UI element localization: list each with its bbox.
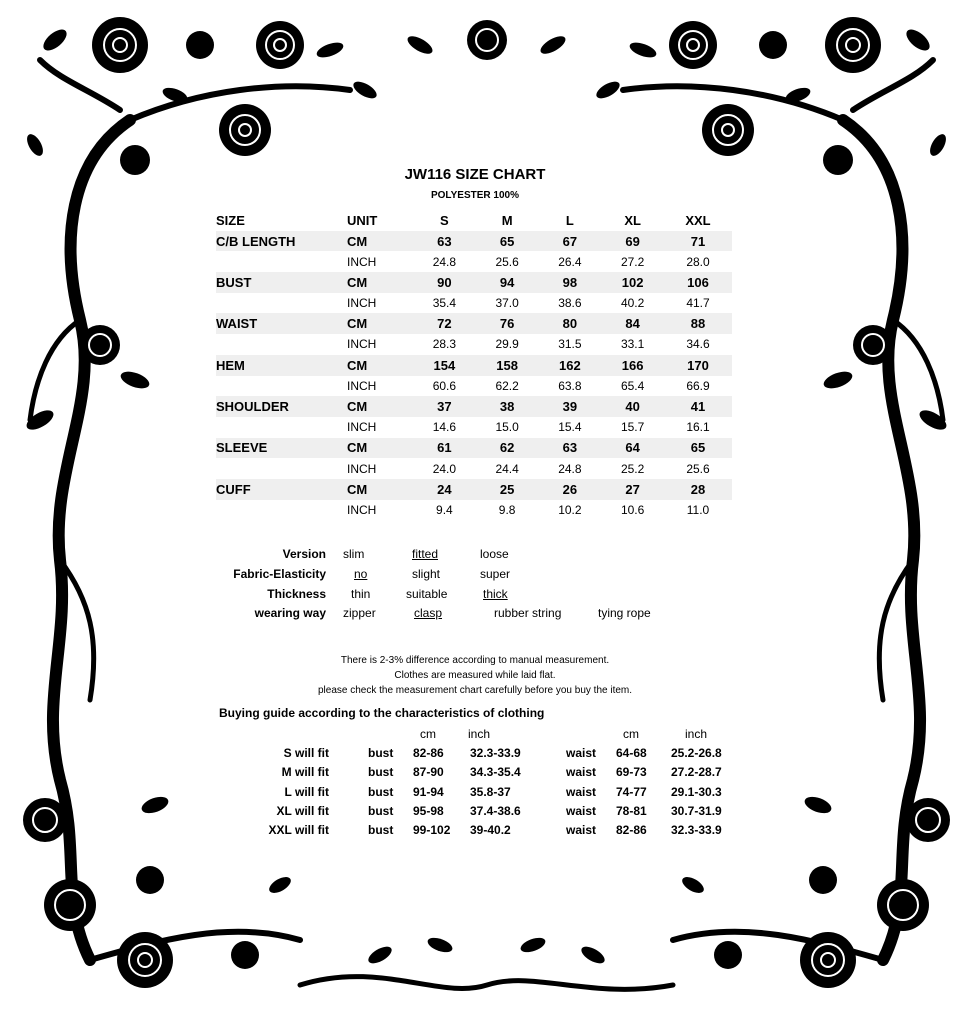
unit-cell: CM bbox=[341, 272, 413, 293]
unit-cell: INCH bbox=[341, 500, 413, 521]
table-row bbox=[216, 438, 732, 459]
guide-waist-cm: 64-68 bbox=[616, 746, 647, 760]
cm-value: 102 bbox=[601, 272, 664, 293]
guide-waist-cm: 69-73 bbox=[616, 765, 647, 780]
guide-waist-label: waist bbox=[566, 803, 597, 818]
guide-waist-cm: 82-86 bbox=[616, 823, 647, 838]
guide-waist-inch: 29.1-30.3 bbox=[671, 784, 722, 799]
cm-value: 166 bbox=[601, 355, 664, 376]
cm-value: 154 bbox=[413, 355, 476, 376]
column-header: L bbox=[539, 210, 602, 231]
guide-bust-cm: 99-102 bbox=[413, 823, 451, 838]
option-label: wearing way bbox=[254, 606, 326, 620]
cm-value: 41 bbox=[664, 396, 732, 417]
cm-value: 27 bbox=[601, 479, 664, 500]
cm-value: 94 bbox=[476, 272, 539, 293]
guide-waist-label: waist bbox=[566, 746, 597, 760]
guide-bust-cm: 95-98 bbox=[413, 803, 444, 818]
column-header: XXL bbox=[664, 210, 732, 231]
option-label: Thickness bbox=[267, 587, 326, 601]
measurement-label: C/B LENGTH bbox=[216, 231, 341, 252]
cm-value: 37 bbox=[413, 396, 476, 417]
cm-value: 71 bbox=[664, 231, 732, 252]
cm-value: 158 bbox=[476, 355, 539, 376]
inch-value: 65.4 bbox=[601, 376, 664, 397]
measurement-label-empty bbox=[216, 417, 341, 438]
cm-value: 26 bbox=[539, 479, 602, 500]
guide-waist-inch: 27.2-28.7 bbox=[671, 765, 722, 780]
option-label: Fabric-Elasticity bbox=[233, 567, 326, 581]
option-value: loose bbox=[480, 547, 509, 561]
guide-size: L will fit bbox=[284, 784, 329, 799]
cm-value: 84 bbox=[601, 313, 664, 334]
guide-waist-label: waist bbox=[566, 784, 597, 799]
inch-value: 16.1 bbox=[664, 417, 732, 438]
guide-unit-inch: inch bbox=[468, 727, 491, 741]
measurement-label-empty bbox=[216, 334, 341, 355]
inch-value: 10.2 bbox=[539, 500, 602, 521]
note-line: There is 2-3% difference according to manual measurement. bbox=[340, 655, 610, 666]
cm-value: 63 bbox=[413, 231, 476, 252]
inch-value: 26.4 bbox=[539, 251, 602, 272]
cm-value: 24 bbox=[413, 479, 476, 500]
guide-bust-inch: 39-40.2 bbox=[470, 823, 511, 838]
unit-cell: CM bbox=[341, 396, 413, 417]
table-row bbox=[216, 231, 732, 252]
unit-cell: CM bbox=[341, 479, 413, 500]
guide-unit-inch: inch bbox=[685, 727, 708, 741]
guide-bust-label: bust bbox=[368, 765, 394, 780]
cm-value: 28 bbox=[664, 479, 732, 500]
inch-value: 28.0 bbox=[664, 251, 732, 272]
inch-value: 33.1 bbox=[601, 334, 664, 355]
measurement-label-empty bbox=[216, 376, 341, 397]
guide-unit-cm: cm bbox=[623, 727, 639, 741]
table-row bbox=[216, 396, 732, 417]
option-value: suitable bbox=[406, 587, 448, 601]
table-row bbox=[216, 272, 732, 293]
column-header: M bbox=[476, 210, 539, 231]
column-header: UNIT bbox=[341, 210, 413, 231]
cm-value: 162 bbox=[539, 355, 602, 376]
cm-value: 106 bbox=[664, 272, 732, 293]
option-value-selected: clasp bbox=[414, 606, 443, 620]
option-value: rubber string bbox=[494, 606, 562, 620]
option-value: thin bbox=[351, 587, 371, 601]
option-value: slight bbox=[412, 567, 441, 581]
fabric-subtitle: POLYESTER 100% bbox=[430, 190, 519, 201]
option-value-selected: no bbox=[354, 567, 368, 581]
table-row bbox=[216, 251, 732, 272]
column-header: S bbox=[413, 210, 476, 231]
cm-value: 72 bbox=[413, 313, 476, 334]
inch-value: 14.6 bbox=[413, 417, 476, 438]
table-row bbox=[216, 458, 732, 479]
guide-size: XXL will fit bbox=[268, 823, 329, 838]
guide-bust-inch: 32.3-33.9 bbox=[470, 746, 521, 760]
inch-value: 41.7 bbox=[664, 293, 732, 314]
cm-value: 25 bbox=[476, 479, 539, 500]
guide-bust-inch: 35.8-37 bbox=[470, 784, 511, 799]
unit-cell: INCH bbox=[341, 334, 413, 355]
inch-value: 34.6 bbox=[664, 334, 732, 355]
option-value: super bbox=[480, 567, 511, 581]
cm-value: 64 bbox=[601, 438, 664, 459]
inch-value: 25.6 bbox=[664, 458, 732, 479]
cm-value: 170 bbox=[664, 355, 732, 376]
inch-value: 37.0 bbox=[476, 293, 539, 314]
measurement-label-empty bbox=[216, 251, 341, 272]
unit-cell: INCH bbox=[341, 251, 413, 272]
measurement-label: CUFF bbox=[216, 479, 341, 500]
measurement-label-empty bbox=[216, 293, 341, 314]
unit-cell: INCH bbox=[341, 293, 413, 314]
unit-cell: INCH bbox=[341, 417, 413, 438]
measurement-label-empty bbox=[216, 458, 341, 479]
guide-waist-label: waist bbox=[566, 823, 597, 838]
chart-title: JW116 SIZE CHART bbox=[404, 166, 546, 183]
inch-value: 63.8 bbox=[539, 376, 602, 397]
inch-value: 31.5 bbox=[539, 334, 602, 355]
cm-value: 67 bbox=[539, 231, 602, 252]
table-header-row bbox=[216, 210, 732, 231]
inch-value: 9.4 bbox=[413, 500, 476, 521]
inch-value: 10.6 bbox=[601, 500, 664, 521]
guide-bust-label: bust bbox=[368, 784, 394, 799]
unit-cell: CM bbox=[341, 438, 413, 459]
guide-waist-label: waist bbox=[566, 765, 597, 780]
measurement-label: HEM bbox=[216, 355, 341, 376]
table-row bbox=[216, 313, 732, 334]
inch-value: 9.8 bbox=[476, 500, 539, 521]
table-row bbox=[216, 334, 732, 355]
inch-value: 15.0 bbox=[476, 417, 539, 438]
measurement-label: SLEEVE bbox=[216, 438, 341, 459]
column-header: SIZE bbox=[216, 210, 341, 231]
table-row bbox=[216, 417, 732, 438]
measurement-label: BUST bbox=[216, 272, 341, 293]
inch-value: 24.8 bbox=[539, 458, 602, 479]
cm-value: 90 bbox=[413, 272, 476, 293]
unit-cell: CM bbox=[341, 231, 413, 252]
option-value: tying rope bbox=[598, 606, 651, 620]
inch-value: 15.4 bbox=[539, 417, 602, 438]
guide-bust-label: bust bbox=[368, 823, 394, 838]
option-label: Version bbox=[282, 547, 326, 561]
inch-value: 28.3 bbox=[413, 334, 476, 355]
guide-bust-cm: 82-86 bbox=[413, 746, 444, 760]
table-row bbox=[216, 479, 732, 500]
unit-cell: CM bbox=[341, 355, 413, 376]
cm-value: 98 bbox=[539, 272, 602, 293]
guide-waist-cm: 78-81 bbox=[616, 803, 647, 818]
unit-cell: INCH bbox=[341, 376, 413, 397]
cm-value: 88 bbox=[664, 313, 732, 334]
note-line: please check the measurement chart carefully before you buy the item. bbox=[317, 685, 633, 696]
guide-bust-label: bust bbox=[368, 746, 394, 760]
guide-waist-inch: 25.2-26.8 bbox=[671, 746, 722, 760]
inch-value: 40.2 bbox=[601, 293, 664, 314]
measurement-label: SHOULDER bbox=[216, 396, 341, 417]
option-value: zipper bbox=[343, 606, 376, 620]
guide-bust-cm: 91-94 bbox=[413, 784, 444, 799]
cm-value: 76 bbox=[476, 313, 539, 334]
cm-value: 65 bbox=[476, 231, 539, 252]
option-value-selected: fitted bbox=[412, 547, 439, 561]
guide-waist-inch: 30.7-31.9 bbox=[671, 803, 722, 818]
inch-value: 11.0 bbox=[664, 500, 732, 521]
guide-size: S will fit bbox=[283, 746, 329, 760]
guide-waist-inch: 32.3-33.9 bbox=[671, 823, 722, 838]
cm-value: 69 bbox=[601, 231, 664, 252]
unit-cell: INCH bbox=[341, 458, 413, 479]
cm-value: 63 bbox=[539, 438, 602, 459]
size-table bbox=[216, 210, 732, 520]
guide-bust-label: bust bbox=[368, 803, 394, 818]
table-row bbox=[216, 376, 732, 397]
guide-unit-cm: cm bbox=[420, 727, 436, 741]
option-value: slim bbox=[343, 547, 365, 561]
inch-value: 60.6 bbox=[413, 376, 476, 397]
table-row bbox=[216, 500, 732, 521]
option-value-selected: thick bbox=[483, 587, 508, 601]
inch-value: 29.9 bbox=[476, 334, 539, 355]
inch-value: 66.9 bbox=[664, 376, 732, 397]
inch-value: 62.2 bbox=[476, 376, 539, 397]
measurement-label-empty bbox=[216, 500, 341, 521]
guide-size: XL will fit bbox=[276, 803, 329, 818]
guide-bust-inch: 37.4-38.6 bbox=[470, 803, 521, 818]
table-row bbox=[216, 355, 732, 376]
inch-value: 24.4 bbox=[476, 458, 539, 479]
cm-value: 38 bbox=[476, 396, 539, 417]
measurement-notes bbox=[0, 653, 950, 698]
inch-value: 24.0 bbox=[413, 458, 476, 479]
note-line: Clothes are measured while laid flat. bbox=[394, 670, 556, 681]
inch-value: 35.4 bbox=[413, 293, 476, 314]
inch-value: 24.8 bbox=[413, 251, 476, 272]
unit-cell: CM bbox=[341, 313, 413, 334]
inch-value: 25.2 bbox=[601, 458, 664, 479]
buying-guide-title: Buying guide according to the characteristics of clothing bbox=[219, 706, 545, 720]
cm-value: 65 bbox=[664, 438, 732, 459]
cm-value: 40 bbox=[601, 396, 664, 417]
guide-bust-cm: 87-90 bbox=[413, 765, 444, 780]
measurement-label: WAIST bbox=[216, 313, 341, 334]
cm-value: 61 bbox=[413, 438, 476, 459]
guide-bust-inch: 34.3-35.4 bbox=[470, 765, 521, 780]
column-header: XL bbox=[601, 210, 664, 231]
inch-value: 25.6 bbox=[476, 251, 539, 272]
guide-size: M will fit bbox=[281, 765, 329, 780]
table-row bbox=[216, 293, 732, 314]
cm-value: 62 bbox=[476, 438, 539, 459]
inch-value: 38.6 bbox=[539, 293, 602, 314]
cm-value: 39 bbox=[539, 396, 602, 417]
cm-value: 80 bbox=[539, 313, 602, 334]
inch-value: 27.2 bbox=[601, 251, 664, 272]
inch-value: 15.7 bbox=[601, 417, 664, 438]
guide-waist-cm: 74-77 bbox=[616, 784, 647, 799]
